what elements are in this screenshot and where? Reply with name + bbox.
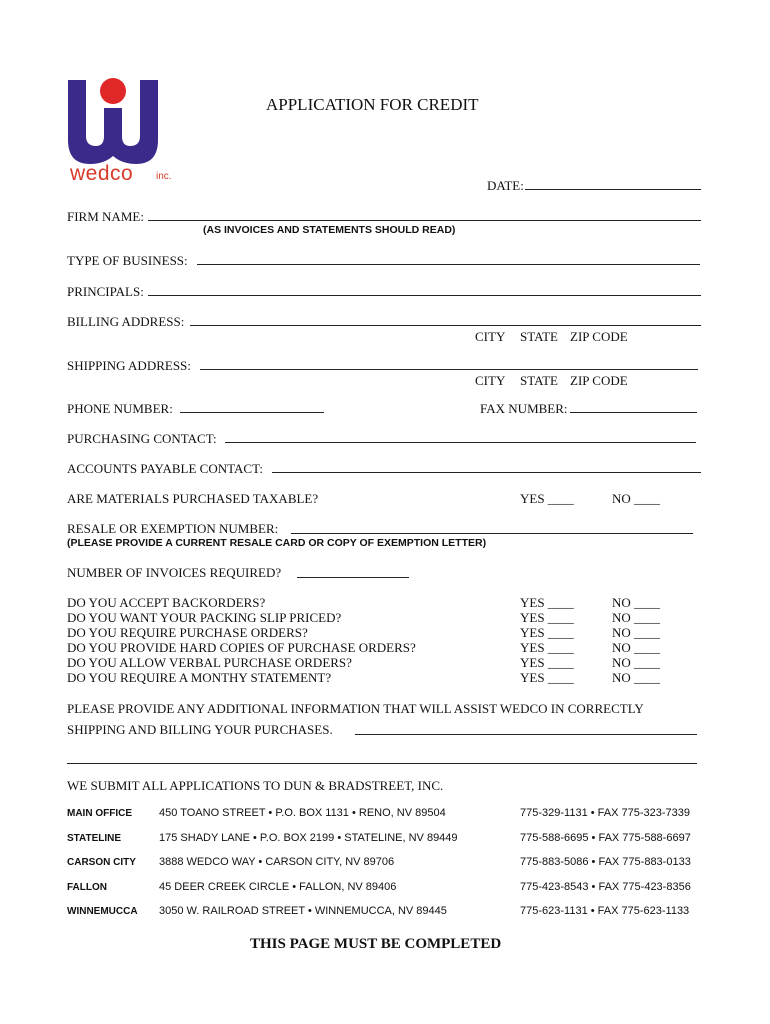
invoices-required-label: NUMBER OF INVOICES REQUIRED? xyxy=(67,565,282,580)
question-hard-copies-no[interactable]: NO ____ xyxy=(612,640,661,655)
resale-note: (PLEASE PROVIDE A CURRENT RESALE CARD OR COPY OF EXEMPTION LETTER) xyxy=(67,537,487,549)
billing-zip-label: ZIP CODE xyxy=(570,329,628,344)
question-packing-slip-yes[interactable]: YES ____ xyxy=(520,610,574,625)
billing-address-label: BILLING ADDRESS: xyxy=(67,314,185,329)
office-phone-winnemucca: 775-623-1131 • FAX 775-623-1133 xyxy=(520,905,690,917)
invoices-required-field[interactable] xyxy=(297,577,409,578)
question-verbal-orders-no[interactable]: NO ____ xyxy=(612,655,661,670)
firm-name-label: FIRM NAME: xyxy=(67,209,144,224)
fax-field[interactable] xyxy=(570,412,697,413)
office-name-carson-city: CARSON CITY xyxy=(67,857,136,868)
question-verbal-orders-yes[interactable]: YES ____ xyxy=(520,655,574,670)
office-address-main: 450 TOANO STREET • P.O. BOX 1131 • RENO, NV 89504 xyxy=(159,807,446,819)
billing-state-label: STATE xyxy=(520,329,558,344)
date-field[interactable] xyxy=(525,189,701,190)
additional-info-line1: PLEASE PROVIDE ANY ADDITIONAL INFORMATION THAT WILL ASSIST WEDCO IN CORRECTLY xyxy=(67,701,644,716)
office-phone-carson-city: 775-883-5086 • FAX 775-883-0133 xyxy=(520,856,691,868)
firm-name-field[interactable] xyxy=(148,220,701,221)
question-backorders-no[interactable]: NO ____ xyxy=(612,595,661,610)
purchasing-contact-field[interactable] xyxy=(225,442,696,443)
logo-suffix: inc. xyxy=(156,171,172,182)
question-packing-slip-no[interactable]: NO ____ xyxy=(612,610,661,625)
additional-info-line2: SHIPPING AND BILLING YOUR PURCHASES. xyxy=(67,722,333,737)
logo-wordmark: wedco xyxy=(70,162,134,185)
question-verbal-orders: DO YOU ALLOW VERBAL PURCHASE ORDERS? xyxy=(67,655,352,670)
office-address-fallon: 45 DEER CREEK CIRCLE • FALLON, NV 89406 xyxy=(159,881,397,893)
question-backorders: DO YOU ACCEPT BACKORDERS? xyxy=(67,595,266,610)
office-name-fallon: FALLON xyxy=(67,882,107,893)
question-purchase-orders: DO YOU REQUIRE PURCHASE ORDERS? xyxy=(67,625,308,640)
question-backorders-yes[interactable]: YES ____ xyxy=(520,595,574,610)
office-name-stateline: STATELINE xyxy=(67,833,122,844)
firm-name-note: (AS INVOICES AND STATEMENTS SHOULD READ) xyxy=(203,224,456,236)
taxable-question: ARE MATERIALS PURCHASED TAXABLE? xyxy=(67,491,319,506)
shipping-city-label: CITY xyxy=(475,373,506,388)
office-address-stateline: 175 SHADY LANE • P.O. BOX 2199 • STATELINE, NV 89449 xyxy=(159,832,458,844)
question-monthly-statement: DO YOU REQUIRE A MONTHY STATEMENT? xyxy=(67,670,332,685)
type-of-business-field[interactable] xyxy=(197,264,700,265)
additional-info-field-2[interactable] xyxy=(67,763,697,764)
billing-address-field[interactable] xyxy=(190,325,701,326)
fax-label: FAX NUMBER: xyxy=(480,401,568,416)
wedco-logo xyxy=(66,74,186,186)
question-purchase-orders-yes[interactable]: YES ____ xyxy=(520,625,574,640)
date-label: DATE: xyxy=(487,178,524,193)
question-hard-copies: DO YOU PROVIDE HARD COPIES OF PURCHASE ORDERS? xyxy=(67,640,416,655)
resale-field[interactable] xyxy=(291,533,693,534)
billing-city-label: CITY xyxy=(475,329,506,344)
office-address-winnemucca: 3050 W. RAILROAD STREET • WINNEMUCCA, NV 89445 xyxy=(159,905,447,917)
wedco-logo-mark-icon xyxy=(66,74,160,166)
shipping-address-label: SHIPPING ADDRESS: xyxy=(67,358,191,373)
shipping-zip-label: ZIP CODE xyxy=(570,373,628,388)
question-purchase-orders-no[interactable]: NO ____ xyxy=(612,625,661,640)
resale-label: RESALE OR EXEMPTION NUMBER: xyxy=(67,521,279,536)
office-name-winnemucca: WINNEMUCCA xyxy=(67,906,138,917)
taxable-yes[interactable]: YES ____ xyxy=(520,491,574,506)
question-hard-copies-yes[interactable]: YES ____ xyxy=(520,640,574,655)
shipping-state-label: STATE xyxy=(520,373,558,388)
footer-notice: THIS PAGE MUST BE COMPLETED xyxy=(250,936,502,952)
phone-field[interactable] xyxy=(180,412,324,413)
additional-info-field-1[interactable] xyxy=(355,734,697,735)
type-of-business-label: TYPE OF BUSINESS: xyxy=(67,253,188,268)
shipping-address-field[interactable] xyxy=(200,369,698,370)
principals-label: PRINCIPALS: xyxy=(67,284,144,299)
question-monthly-statement-no[interactable]: NO ____ xyxy=(612,670,661,685)
ap-contact-label: ACCOUNTS PAYABLE CONTACT: xyxy=(67,461,263,476)
office-name-main: MAIN OFFICE xyxy=(67,808,132,819)
office-address-carson-city: 3888 WEDCO WAY • CARSON CITY, NV 89706 xyxy=(159,856,395,868)
purchasing-contact-label: PURCHASING CONTACT: xyxy=(67,431,217,446)
ap-contact-field[interactable] xyxy=(272,472,701,473)
taxable-no[interactable]: NO ____ xyxy=(612,491,661,506)
principals-field[interactable] xyxy=(148,295,701,296)
question-packing-slip: DO YOU WANT YOUR PACKING SLIP PRICED? xyxy=(67,610,342,625)
office-list xyxy=(0,806,770,922)
question-list xyxy=(0,593,770,687)
dun-bradstreet-note: WE SUBMIT ALL APPLICATIONS TO DUN & BRADSTREET, INC. xyxy=(67,778,444,793)
question-monthly-statement-yes[interactable]: YES ____ xyxy=(520,670,574,685)
office-phone-fallon: 775-423-8543 • FAX 775-423-8356 xyxy=(520,881,691,893)
phone-label: PHONE NUMBER: xyxy=(67,401,173,416)
office-phone-stateline: 775-588-6695 • FAX 775-588-6697 xyxy=(520,832,691,844)
office-phone-main: 775-329-1131 • FAX 775-323-7339 xyxy=(520,807,690,819)
page-title: APPLICATION FOR CREDIT xyxy=(266,95,479,114)
